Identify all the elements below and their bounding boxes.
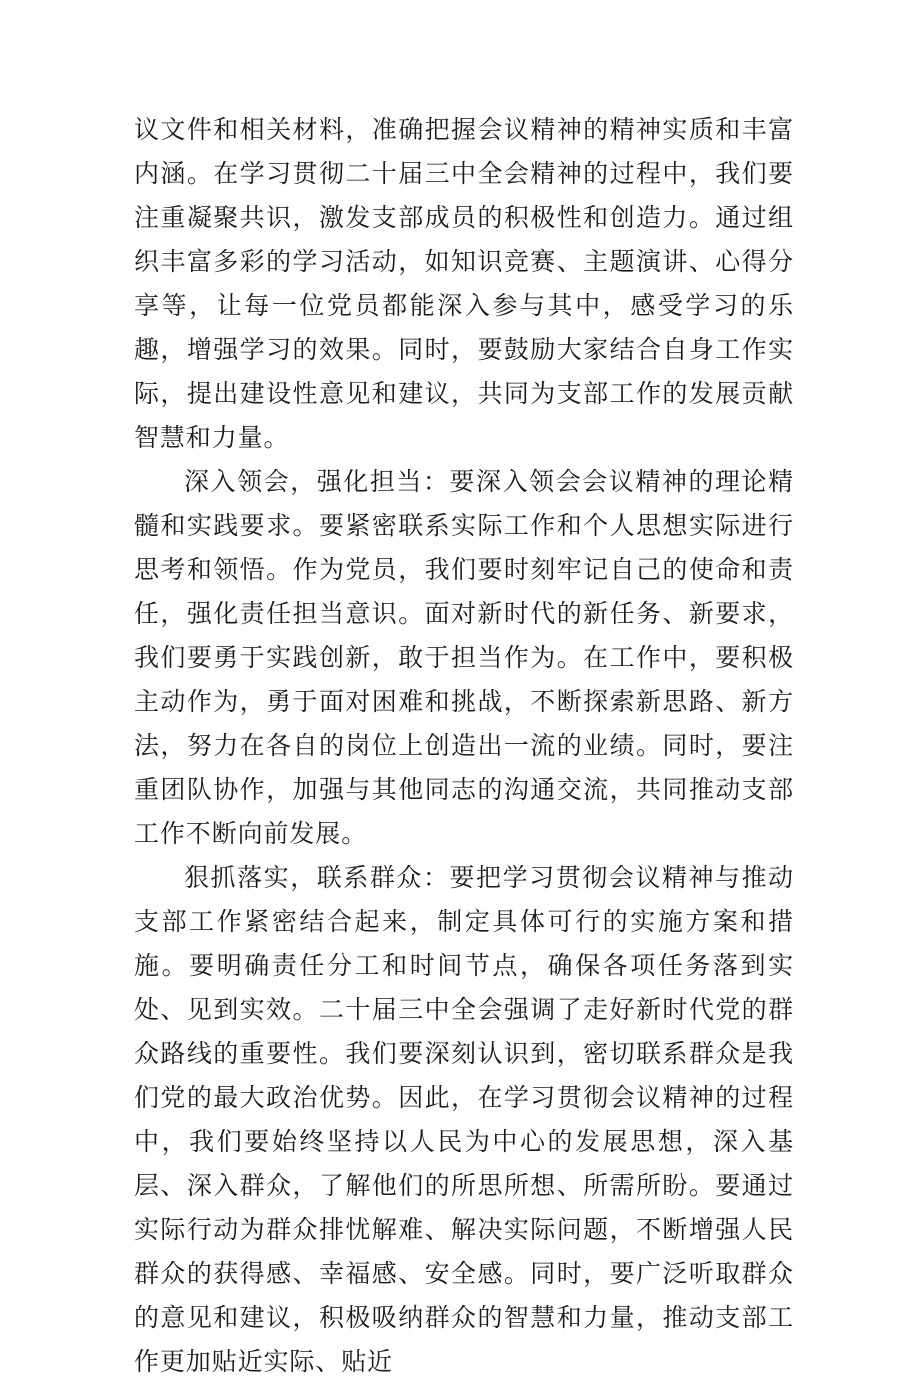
document-body: [134, 108, 794, 1384]
paragraph-deep-understanding: 深入领会，强化担当：要深入领会会议精神的理论精髓和实践要求。要紧密联系实际工作和个人思想实际进行思考和领悟。作为党员，我们要时刻牢记自己的使命和责任，强化责任担当意识。面对新时代的新任务、新要求，我们要勇于实践创新，敢于担当作为。在工作中，要积极主动作为，勇于面对困难和挑战，不断探索新思路、新方法，努力在各自的岗位上创造出一流的业绩。同时，要注重团队协作，加强与其他同志的沟通交流，共同推动支部工作不断向前发展。: [134, 467, 794, 848]
paragraph-implementation: 狠抓落实，联系群众：要把学习贯彻会议精神与推动支部工作紧密结合起来，制定具体可行的实施方案和措施。要明确责任分工和时间节点，确保各项任务落到实处、见到实效。二十届三中全会强调了走好新时代党的群众路线的重要性。我们要深刻认识到，密切联系群众是我们党的最大政治优势。因此，在学习贯彻会议精神的过程中，我们要始终坚持以人民为中心的发展思想，深入基层、深入群众，了解他们的所思所想、所需所盼。要通过实际行动为群众排忧解难、解决实际问题，不断增强人民群众的获得感、幸福感、安全感。同时，要广泛听取群众的意见和建议，积极吸纳群众的智慧和力量，推动支部工作更加贴近实际、贴近: [134, 863, 794, 1376]
paragraph-continuation: 议文件和相关材料，准确把握会议精神的精神实质和丰富内涵。在学习贯彻二十届三中全会精神的过程中，我们要注重凝聚共识，激发支部成员的积极性和创造力。通过组织丰富多彩的学习活动，如知识竞赛、主题演讲、心得分享等，让每一位党员都能深入参与其中，感受学习的乐趣，增强学习的效果。同时，要鼓励大家结合自身工作实际，提出建设性意见和建议，共同为支部工作的发展贡献智慧和力量。: [134, 115, 794, 452]
